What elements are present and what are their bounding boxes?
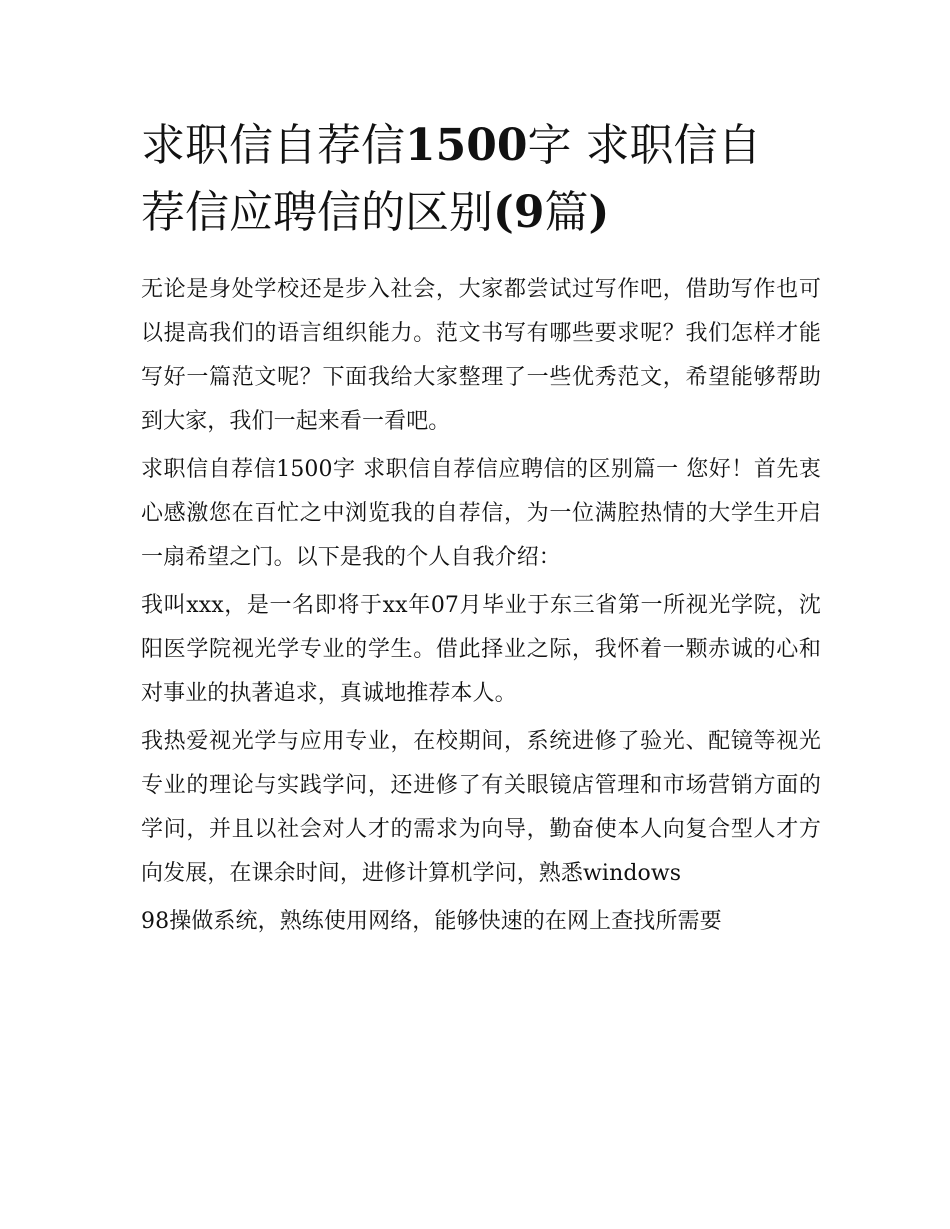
paragraph-intro: 无论是身处学校还是步入社会，大家都尝试过写作吧，借助写作也可以提高我们的语言组织能力。范文书写有哪些要求呢？我们怎样才能写好一篇范文呢？下面我给大家整理了一些优秀范文，希望能够帮助到大家，我们一起来看一看吧。	[141, 277, 821, 434]
paragraph-greeting: 求职信自荐信1500字 求职信自荐信应聘信的区别篇一 您好！首先衷心感激您在百忙之中浏览我的自荐信，为一位满腔热情的大学生开启一扇希望之门。以下是我的个人自我介绍：	[141, 457, 821, 570]
document-content	[141, 112, 821, 948]
title-part: 求职信自荐信	[141, 120, 405, 171]
title-part: 字 求职信自荐信应聘信的区别	[141, 120, 762, 238]
paragraph-self-intro: 我叫xxx，是一名即将于xx年07月毕业于东三省第一所视光学院，沈阳医学院视光学专业的学生。借此择业之际，我怀着一颗赤诚的心和对事业的执著追求，真诚地推荐本人。	[141, 593, 821, 706]
paragraph-skills: 98操做系统，熟练使用网络，能够快速的在网上查找所需要	[141, 909, 722, 934]
document-body	[141, 268, 821, 944]
paragraph-study: 我热爱视光学与应用专业，在校期间，系统进修了验光、配镜等视光专业的理论与实践学问，还进修了有关眼镜店管理和市场营销方面的学问，并且以社会对人才的需求为向导，勤奋使本人向复合型人才方向发展，在课余时间，进修计算机学问，熟悉windows	[141, 729, 821, 886]
title-part: )	[588, 187, 610, 238]
document-title	[141, 112, 791, 246]
title-part: 篇	[544, 187, 589, 238]
title-part: 1500	[405, 120, 528, 171]
title-part: (9	[493, 187, 545, 238]
